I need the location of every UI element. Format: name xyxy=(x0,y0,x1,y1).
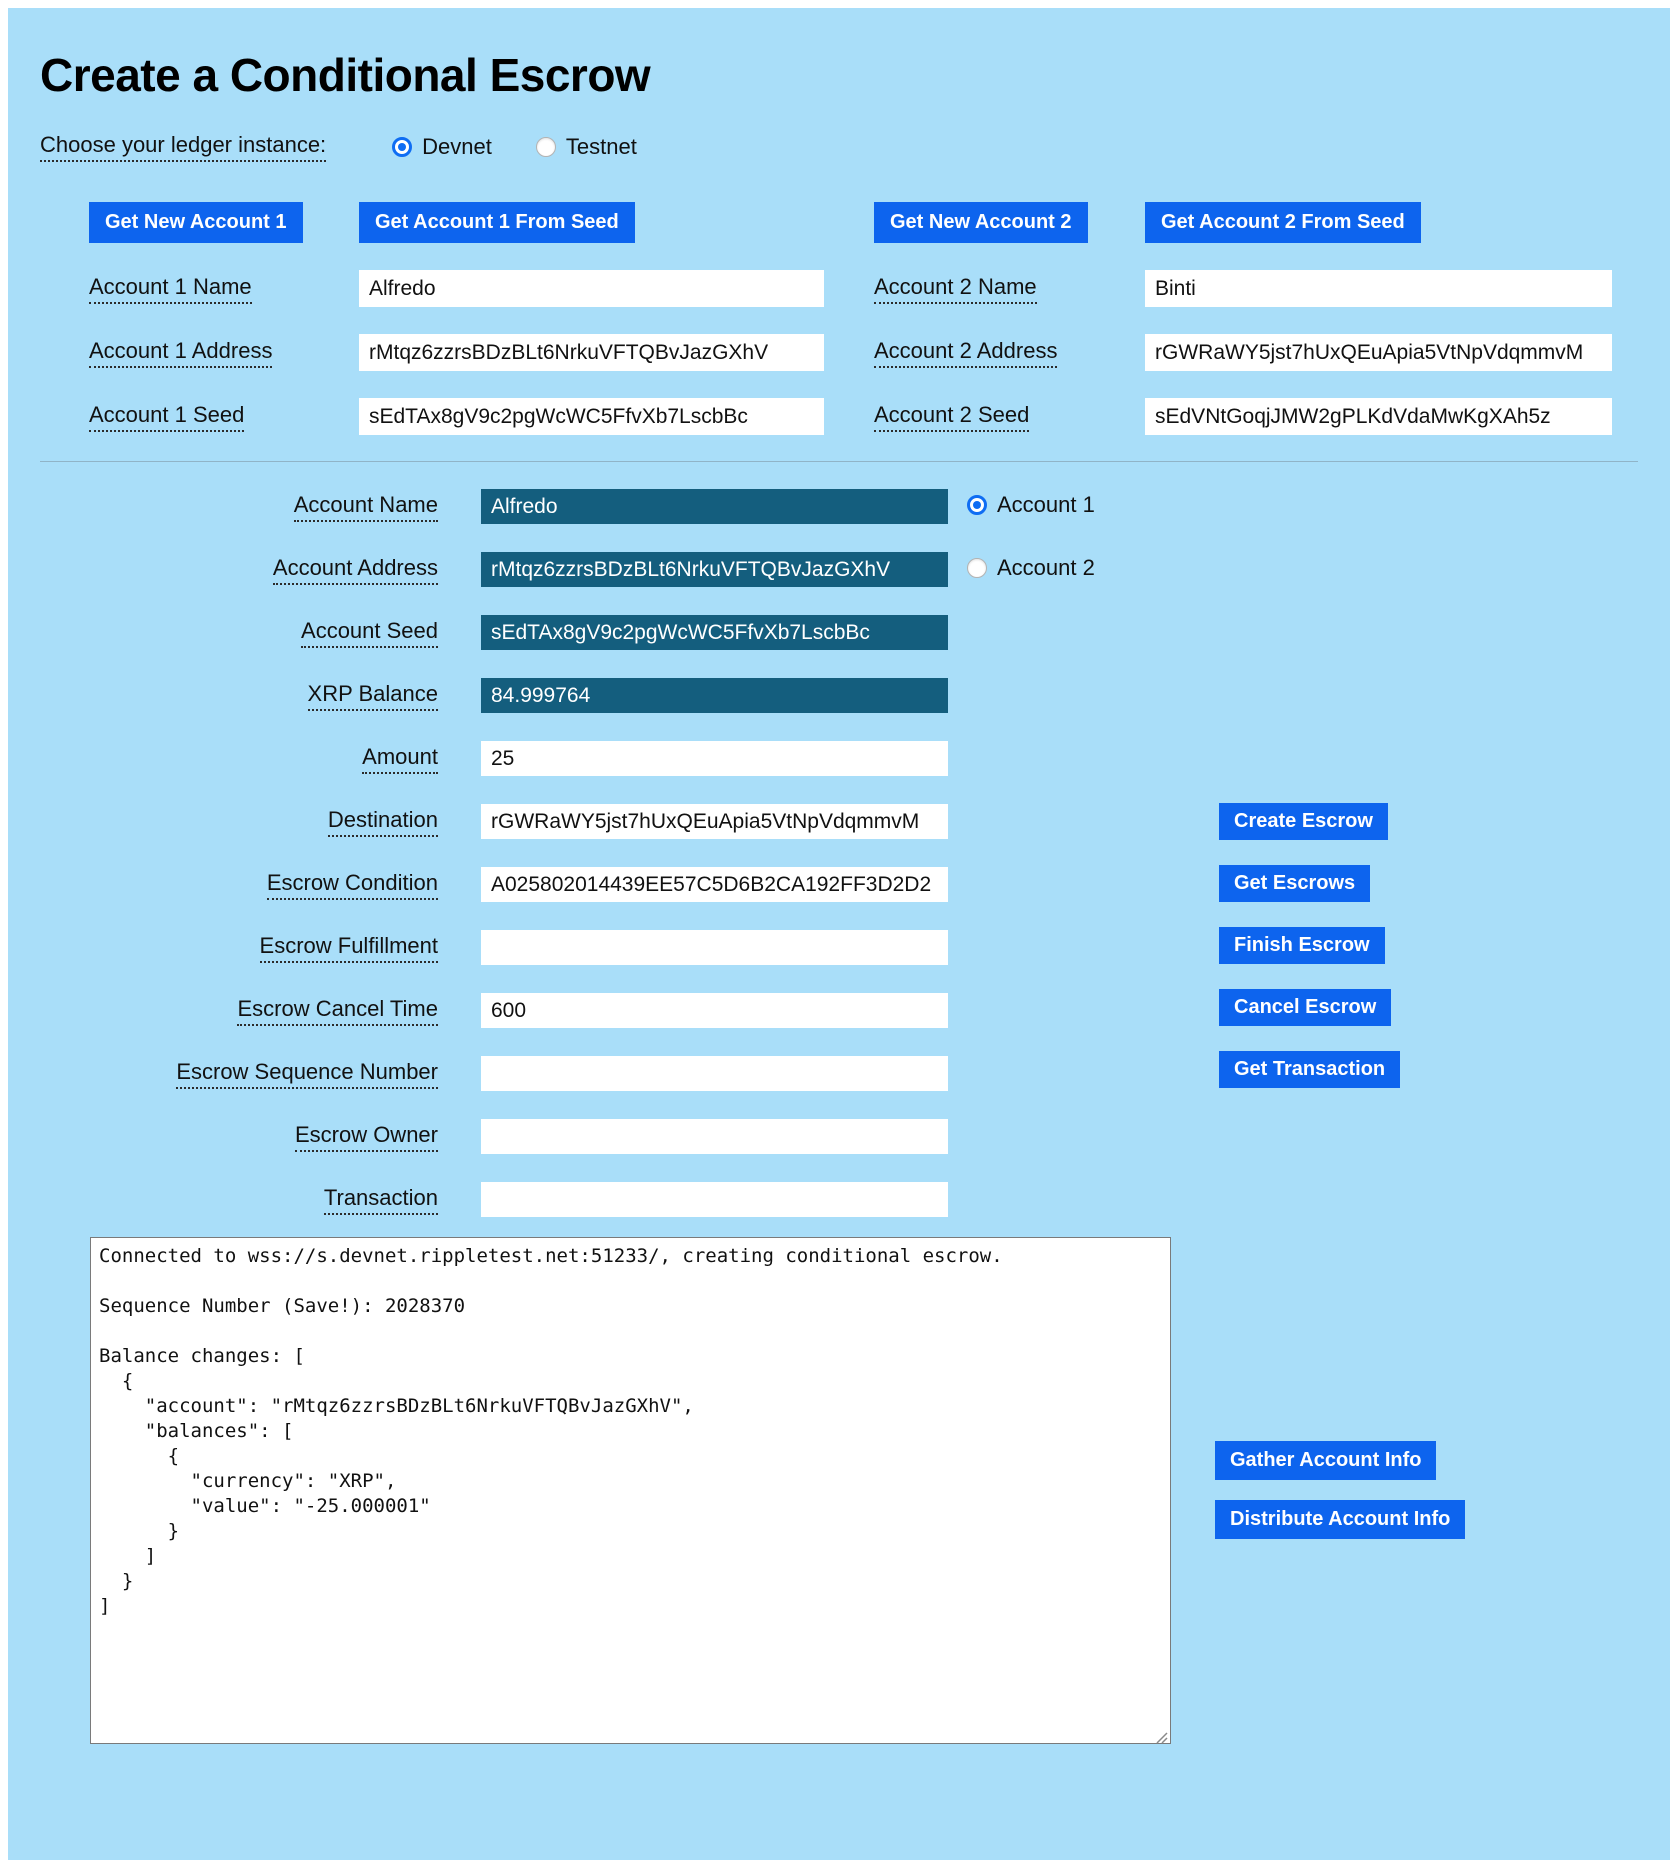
account-2-seed-label: Account 2 Seed xyxy=(874,402,1029,432)
escrow-owner-label: Escrow Owner xyxy=(295,1122,438,1152)
results-section xyxy=(90,1237,1670,1749)
account-1-name-input[interactable] xyxy=(359,270,824,307)
devnet-radio-label: Devnet xyxy=(422,134,492,159)
destination-input[interactable] xyxy=(481,804,948,839)
escrow-sequence-number-label: Escrow Sequence Number xyxy=(176,1059,438,1089)
create-escrow-button[interactable]: Create Escrow xyxy=(1219,803,1388,840)
get-account-2-from-seed-button[interactable]: Get Account 2 From Seed xyxy=(1145,202,1421,243)
get-escrows-button[interactable]: Get Escrows xyxy=(1219,865,1370,902)
get-new-account-1-button[interactable]: Get New Account 1 xyxy=(89,202,303,243)
distribute-account-info-button[interactable]: Distribute Account Info xyxy=(1215,1500,1465,1539)
amount-input[interactable] xyxy=(481,741,948,776)
gather-account-info-button[interactable]: Gather Account Info xyxy=(1215,1441,1436,1480)
account-address-field[interactable] xyxy=(481,552,948,587)
account-seed-field[interactable] xyxy=(481,615,948,650)
results-textarea[interactable] xyxy=(90,1237,1171,1744)
account-1-name-label: Account 1 Name xyxy=(89,274,252,304)
account-1-radio[interactable] xyxy=(967,495,987,515)
account-2-radio[interactable] xyxy=(967,558,987,578)
testnet-radio[interactable] xyxy=(536,137,556,157)
destination-label: Destination xyxy=(328,807,438,837)
account-1-address-input[interactable] xyxy=(359,334,824,371)
xrp-balance-label: XRP Balance xyxy=(308,681,438,711)
account-1-seed-label: Account 1 Seed xyxy=(89,402,244,432)
devnet-radio[interactable] xyxy=(392,137,412,157)
account-info-actions xyxy=(1215,1441,1465,1559)
account-1-option[interactable] xyxy=(967,492,1095,518)
escrow-cancel-time-input[interactable] xyxy=(481,993,948,1028)
testnet-radio-label: Testnet xyxy=(565,134,637,159)
escrow-fulfillment-label: Escrow Fulfillment xyxy=(260,933,438,963)
escrow-fulfillment-input[interactable] xyxy=(481,930,948,965)
account-1-seed-input[interactable] xyxy=(359,398,824,435)
account-1-address-label: Account 1 Address xyxy=(89,338,272,368)
account-2-address-input[interactable] xyxy=(1145,334,1612,371)
section-divider xyxy=(40,461,1638,462)
account-name-field[interactable] xyxy=(481,489,948,524)
finish-escrow-button[interactable]: Finish Escrow xyxy=(1219,927,1385,964)
account-2-name-label: Account 2 Name xyxy=(874,274,1037,304)
xrp-balance-field[interactable] xyxy=(481,678,948,713)
escrow-condition-label: Escrow Condition xyxy=(267,870,438,900)
get-account-1-from-seed-button[interactable]: Get Account 1 From Seed xyxy=(359,202,635,243)
account-1-radio-label: Account 1 xyxy=(997,492,1095,517)
ledger-instance-label: Choose your ledger instance: xyxy=(40,132,326,162)
account-2-radio-label: Account 2 xyxy=(997,555,1095,580)
escrow-sequence-number-input[interactable] xyxy=(481,1056,948,1091)
escrow-condition-input[interactable] xyxy=(481,867,948,902)
page-background xyxy=(8,8,1670,1860)
account-name-label: Account Name xyxy=(294,492,438,522)
ledger-instance-chooser xyxy=(40,132,1670,162)
account-seed-label: Account Seed xyxy=(301,618,438,648)
escrow-form-section xyxy=(8,489,1670,1217)
account-setup-section xyxy=(89,202,1670,435)
account-2-seed-input[interactable] xyxy=(1145,398,1612,435)
account-selector xyxy=(967,492,1095,618)
account-2-name-input[interactable] xyxy=(1145,270,1612,307)
account-address-label: Account Address xyxy=(273,555,438,585)
escrow-actions xyxy=(1219,803,1400,1113)
page-title: Create a Conditional Escrow xyxy=(40,49,651,101)
account-2-option[interactable] xyxy=(967,555,1095,581)
escrow-owner-input[interactable] xyxy=(481,1119,948,1154)
ledger-option-testnet[interactable] xyxy=(536,134,637,160)
transaction-input[interactable] xyxy=(481,1182,948,1217)
cancel-escrow-button[interactable]: Cancel Escrow xyxy=(1219,989,1391,1026)
ledger-option-devnet[interactable] xyxy=(392,134,492,160)
get-transaction-button[interactable]: Get Transaction xyxy=(1219,1051,1400,1088)
escrow-cancel-time-label: Escrow Cancel Time xyxy=(237,996,438,1026)
amount-label: Amount xyxy=(362,744,438,774)
transaction-label: Transaction xyxy=(324,1185,438,1215)
account-2-address-label: Account 2 Address xyxy=(874,338,1057,368)
get-new-account-2-button[interactable]: Get New Account 2 xyxy=(874,202,1088,243)
